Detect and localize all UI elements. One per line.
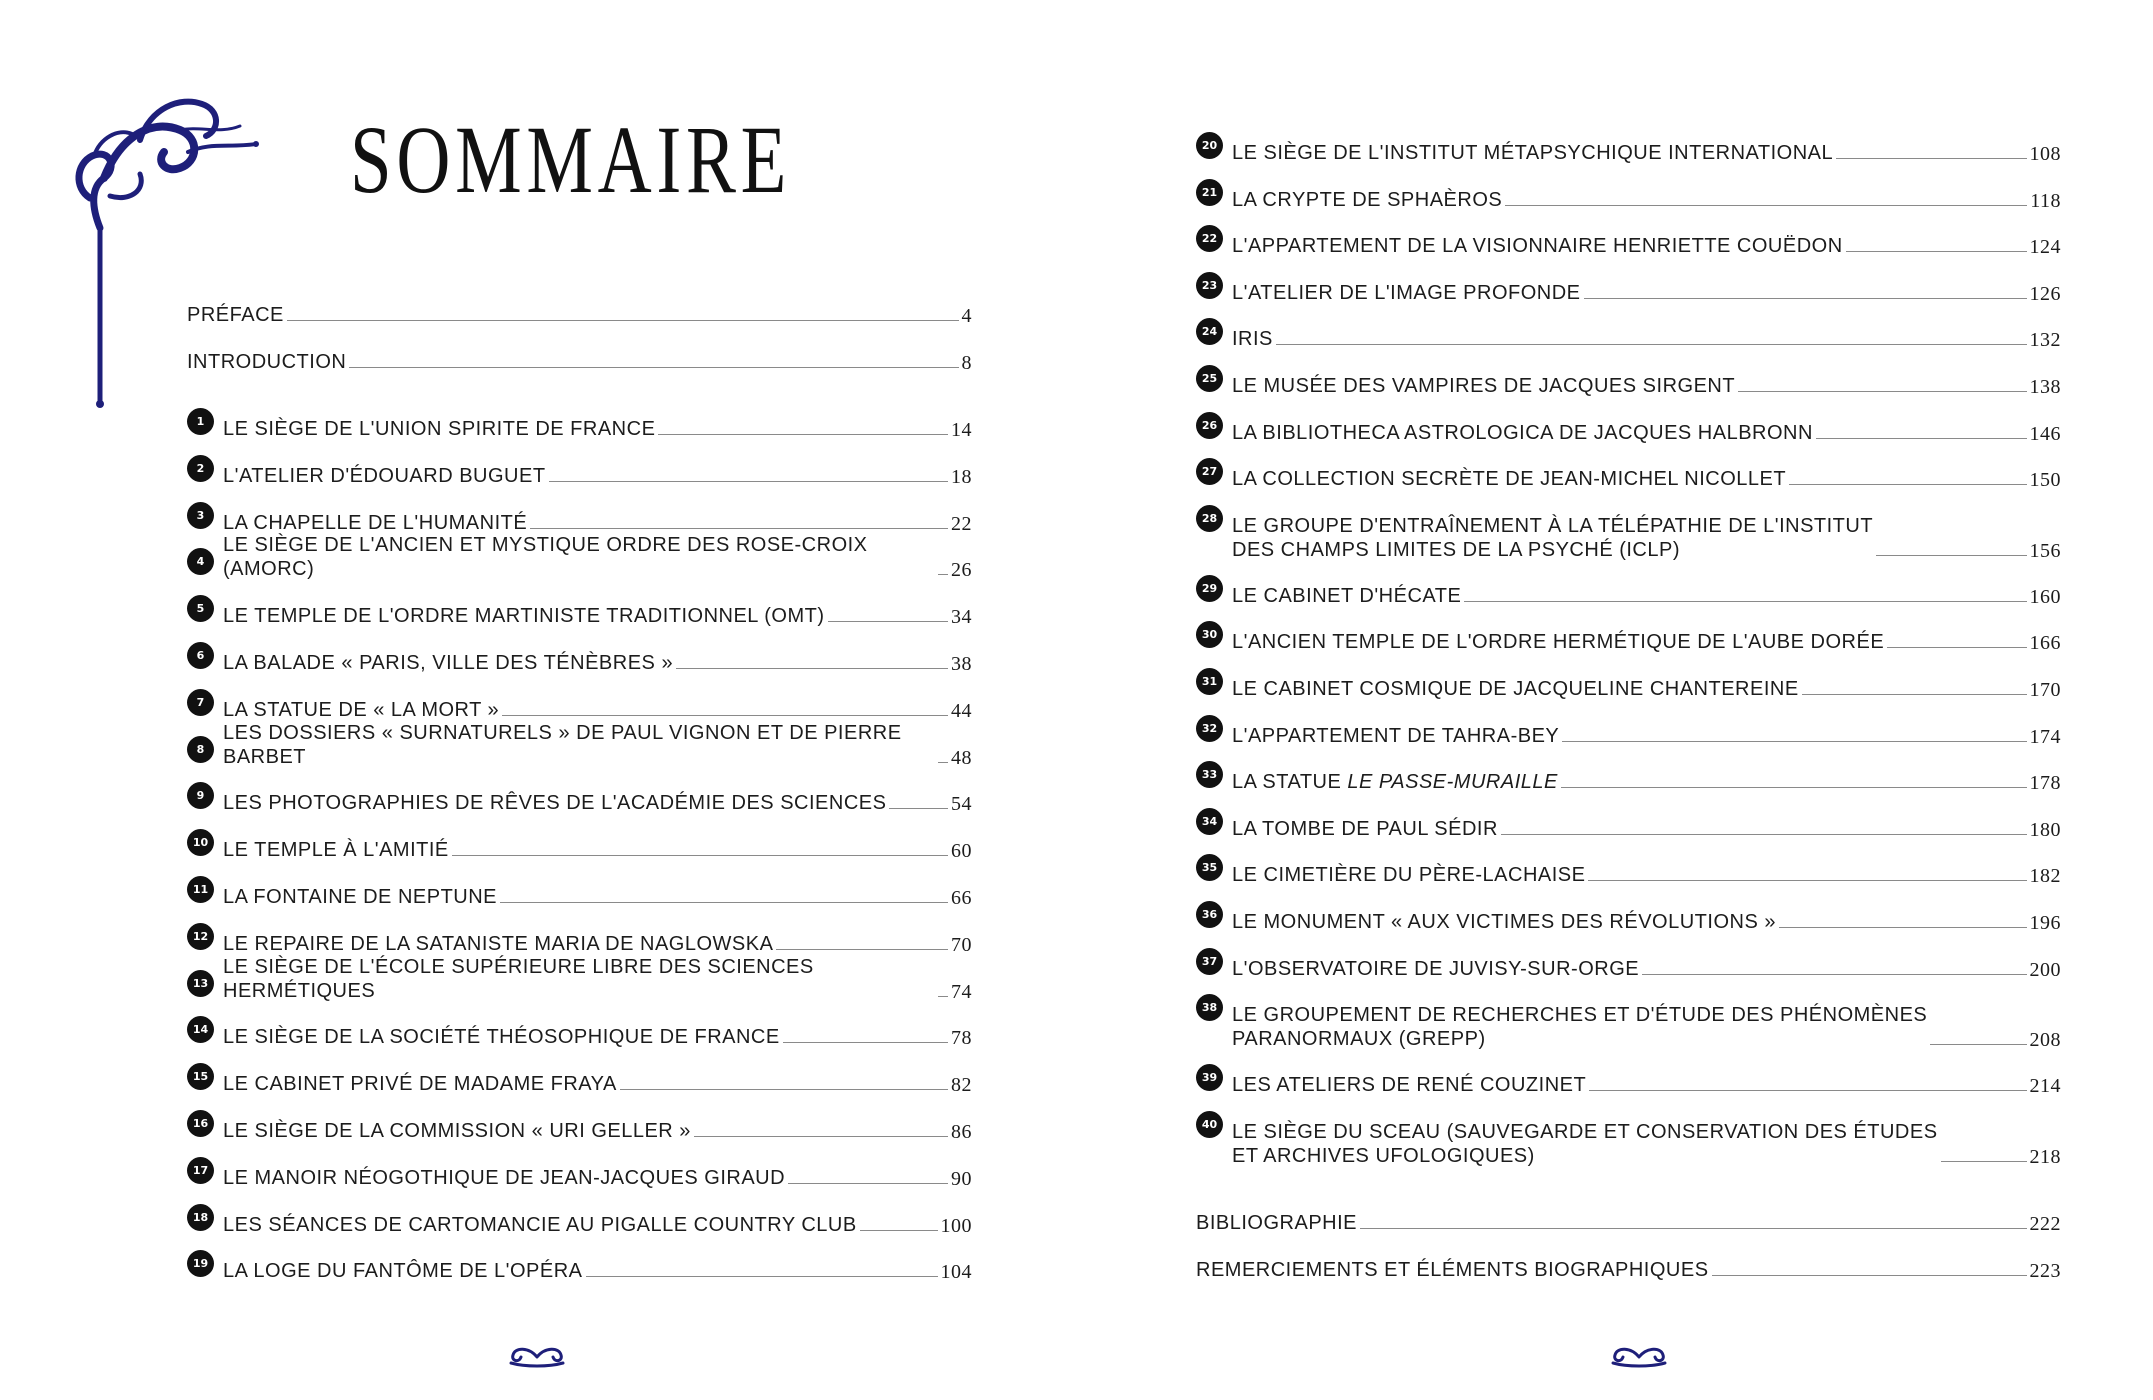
entry-title: L'APPARTEMENT DE LA VISIONNAIRE HENRIETTE COUËDON xyxy=(1232,235,1843,258)
toc-entry[interactable] xyxy=(1196,757,2061,795)
page-number: 126 xyxy=(2029,282,2061,305)
page-number: 78 xyxy=(951,1027,972,1050)
entry-title: LA FONTAINE DE NEPTUNE xyxy=(223,886,498,908)
page-number: 118 xyxy=(2030,189,2061,212)
entry-title: L'OBSERVATOIRE DE JUVISY-SUR-ORGE xyxy=(1232,957,1640,980)
chapter-number-badge: 16 xyxy=(187,1110,214,1137)
entry-title: LE MUSÉE DES VAMPIRES DE JACQUES SIRGENT xyxy=(1232,375,1736,397)
toc-entry[interactable] xyxy=(1196,711,2061,749)
dot-leader xyxy=(1941,1161,2027,1162)
toc-entry[interactable] xyxy=(187,534,972,582)
toc-entry[interactable] xyxy=(1196,850,2061,888)
dot-leader xyxy=(1584,298,2027,299)
entry-title: LE SIÈGE DE LA COMMISSION « URI GELLER » xyxy=(223,1120,691,1142)
entry-title: LA COLLECTION SECRÈTE DE JEAN-MICHEL NICOLLET xyxy=(1232,468,1787,491)
entry-title: LES ATELIERS DE RENÉ COUZINET xyxy=(1232,1074,1587,1097)
entry-title: LES PHOTOGRAPHIES DE RÊVES DE L'ACADÉMIE DES SCIENCES xyxy=(223,792,887,815)
toc-entry[interactable] xyxy=(187,1153,972,1191)
dot-leader xyxy=(776,949,948,950)
entry-title: LE SIÈGE DU SCEAU (SAUVEGARDE ET CONSERVATION DES ÉTUDES ET ARCHIVES UFOLOGIQUES) xyxy=(1232,1120,1938,1167)
page-number: 104 xyxy=(940,1261,972,1284)
entry-title: IRIS xyxy=(1232,328,1273,351)
dot-leader xyxy=(1588,880,2026,881)
dot-leader xyxy=(1276,344,2027,345)
page-number: 178 xyxy=(2029,772,2061,795)
chapter-number-badge: 35 xyxy=(1196,854,1223,881)
entry-title: BIBLIOGRAPHIE xyxy=(1196,1212,1357,1234)
page-number: 66 xyxy=(951,887,972,909)
dot-leader xyxy=(938,574,948,575)
dot-leader xyxy=(1816,438,2027,439)
entry-title: LE GROUPE D'ENTRAÎNEMENT À LA TÉLÉPATHIE DE L'INSTITUT DES CHAMPS LIMITES DE LA PSYCHÉ (ICLP) xyxy=(1232,514,1874,561)
entry-title: LE TEMPLE À L'AMITIÉ xyxy=(223,839,449,862)
chapter-number-badge: 19 xyxy=(187,1250,214,1277)
chapter-number-badge: 2 xyxy=(187,455,214,482)
page-number: 174 xyxy=(2029,725,2061,748)
dot-leader xyxy=(694,1136,948,1137)
swirl-ornament-icon xyxy=(1607,1345,1671,1369)
swirl-ornament-icon xyxy=(505,1345,569,1369)
page-number: 138 xyxy=(2029,376,2061,398)
chapter-number-badge: 10 xyxy=(187,829,214,856)
page-number: 44 xyxy=(951,699,972,722)
page-number: 26 xyxy=(951,559,972,582)
page-number: 196 xyxy=(2029,912,2061,934)
entry-title: LE CIMETIÈRE DU PÈRE-LACHAISE xyxy=(1232,864,1586,887)
entry-title: LE CABINET PRIVÉ DE MADAME FRAYA xyxy=(223,1073,617,1096)
toc-entry[interactable] xyxy=(187,919,972,957)
dot-leader xyxy=(938,996,948,997)
chapter-number-badge: 31 xyxy=(1196,668,1223,695)
dot-leader xyxy=(452,855,948,856)
toc-entry[interactable] xyxy=(187,1059,972,1097)
left-page xyxy=(0,0,1076,1400)
entry-title: LE GROUPEMENT DE RECHERCHES ET D'ÉTUDE DES PHÉNOMÈNES PARANORMAUX (GREPP) xyxy=(1232,1004,1928,1051)
toc-entry[interactable] xyxy=(1196,408,2061,446)
toc-entry-unnumbered[interactable] xyxy=(187,337,972,375)
page-number: 146 xyxy=(2029,422,2061,445)
page-number: 182 xyxy=(2029,865,2061,888)
dot-leader xyxy=(586,1276,938,1277)
chapter-number-badge: 4 xyxy=(187,548,214,575)
chapter-number-badge: 12 xyxy=(187,923,214,950)
toc-entry[interactable] xyxy=(187,825,972,863)
entry-title: INTRODUCTION xyxy=(187,351,347,373)
chapter-number-badge: 24 xyxy=(1196,318,1223,345)
entry-title: LA BIBLIOTHECA ASTROLOGICA DE JACQUES HALBRONN xyxy=(1232,421,1813,444)
chapter-number-badge: 23 xyxy=(1196,272,1223,299)
dot-leader xyxy=(502,715,948,716)
toc-entry[interactable] xyxy=(187,1200,972,1238)
dot-leader xyxy=(889,808,948,809)
toc-entry[interactable] xyxy=(1196,314,2061,352)
page-number: 74 xyxy=(951,980,972,1003)
page-number: 22 xyxy=(951,512,972,535)
entry-title: LA LOGE DU FANTÔME DE L'OPÉRA xyxy=(223,1260,583,1283)
toc-entry[interactable] xyxy=(1196,175,2061,213)
entry-title: LA BALADE « PARIS, VILLE DES TÉNÈBRES » xyxy=(223,652,674,674)
entry-title: LE CABINET COSMIQUE DE JACQUELINE CHANTEREINE xyxy=(1232,678,1799,700)
dot-leader xyxy=(1779,927,2027,928)
dot-leader xyxy=(1562,741,2026,742)
chapter-number-badge: 9 xyxy=(187,782,214,809)
dot-leader xyxy=(676,668,948,669)
chapter-number-badge: 28 xyxy=(1196,505,1223,532)
dot-leader xyxy=(1846,251,2027,252)
chapter-number-badge: 26 xyxy=(1196,412,1223,439)
toc-entry[interactable] xyxy=(1196,617,2061,655)
page-number: 48 xyxy=(951,746,972,769)
entry-title: LA TOMBE DE PAUL SÉDIR xyxy=(1232,817,1498,840)
chapter-number-badge: 11 xyxy=(187,876,214,903)
entry-title: L'ATELIER DE L'IMAGE PROFONDE xyxy=(1232,281,1581,304)
page-number: 90 xyxy=(951,1167,972,1190)
chapter-number-badge: 34 xyxy=(1196,808,1223,835)
chapter-number-badge: 21 xyxy=(1196,179,1223,206)
dot-leader xyxy=(620,1089,948,1090)
page-number: 14 xyxy=(951,419,972,441)
dot-leader xyxy=(1802,694,2027,695)
page-number: 132 xyxy=(2029,329,2061,352)
dot-leader xyxy=(1360,1228,2027,1229)
dot-leader xyxy=(828,621,949,622)
entry-title: LE TEMPLE DE L'ORDRE MARTINISTE TRADITIONNEL (OMT) xyxy=(223,605,825,628)
chapter-number-badge: 17 xyxy=(187,1157,214,1184)
toc-entry-unnumbered[interactable] xyxy=(187,290,972,328)
entry-title: L'APPARTEMENT DE TAHRA-BEY xyxy=(1232,724,1560,747)
chapter-number-badge: 15 xyxy=(187,1063,214,1090)
toc-entry[interactable] xyxy=(1196,361,2061,399)
toc-entry[interactable] xyxy=(1196,268,2061,306)
dot-leader xyxy=(860,1230,938,1231)
entry-title: LA STATUE LE PASSE-MURAILLE xyxy=(1232,771,1558,794)
toc-entry[interactable] xyxy=(1196,897,2061,935)
entry-title: L'ATELIER D'ÉDOUARD BUGUET xyxy=(223,464,546,487)
page-number: 124 xyxy=(2029,236,2061,259)
chapter-number-badge: 33 xyxy=(1196,761,1223,788)
entry-title: LA STATUE DE « LA MORT » xyxy=(223,698,500,721)
chapter-number-badge: 13 xyxy=(187,970,214,997)
toc-entry[interactable] xyxy=(1196,1060,2061,1098)
toc-entry[interactable] xyxy=(187,1106,972,1144)
entry-title: LE SIÈGE DE L'UNION SPIRITE DE FRANCE xyxy=(223,418,656,440)
chapter-number-badge: 32 xyxy=(1196,715,1223,742)
chapter-number-badge: 25 xyxy=(1196,365,1223,392)
toc-entry[interactable] xyxy=(1196,454,2061,492)
dot-leader xyxy=(1589,1090,2026,1091)
chapter-number-badge: 5 xyxy=(187,595,214,622)
chapter-number-badge: 20 xyxy=(1196,132,1223,159)
page-number: 218 xyxy=(2029,1145,2061,1168)
dot-leader xyxy=(1836,158,2026,159)
dot-leader xyxy=(1561,787,2027,788)
page-number: 214 xyxy=(2029,1075,2061,1098)
page-number: 34 xyxy=(951,606,972,629)
dot-leader xyxy=(287,320,959,321)
page-number: 38 xyxy=(951,653,972,675)
dot-leader xyxy=(1505,205,2027,206)
entry-title: PRÉFACE xyxy=(187,304,284,326)
entry-title: LE MANOIR NÉOGOTHIQUE DE JEAN-JACQUES GIRAUD xyxy=(223,1166,786,1189)
entry-title: LA CHAPELLE DE L'HUMANITÉ xyxy=(223,511,528,534)
entry-title: LE MONUMENT « AUX VICTIMES DES RÉVOLUTIONS » xyxy=(1232,911,1776,933)
chapter-number-badge: 7 xyxy=(187,689,214,716)
dot-leader xyxy=(1887,647,2026,648)
entry-title: LE SIÈGE DE LA SOCIÉTÉ THÉOSOPHIQUE DE FRANCE xyxy=(223,1026,780,1049)
toc-entry-unnumbered[interactable] xyxy=(1196,1198,2061,1236)
toc-entry[interactable] xyxy=(187,591,972,629)
dot-leader xyxy=(1876,555,2026,556)
toc-entry[interactable] xyxy=(1196,990,2061,1052)
chapter-number-badge: 8 xyxy=(187,736,214,763)
entry-title: L'ANCIEN TEMPLE DE L'ORDRE HERMÉTIQUE DE L'AUBE DORÉE xyxy=(1232,631,1885,654)
chapter-number-badge: 14 xyxy=(187,1016,214,1043)
toc-entry[interactable] xyxy=(1196,944,2061,982)
page-number: 200 xyxy=(2029,958,2061,981)
page-number: 180 xyxy=(2029,818,2061,841)
dot-leader xyxy=(1501,834,2027,835)
page-number: 82 xyxy=(951,1074,972,1097)
chapter-number-badge: 6 xyxy=(187,642,214,669)
page-number: 86 xyxy=(951,1121,972,1143)
entry-title: REMERCIEMENTS ET ÉLÉMENTS BIOGRAPHIQUES xyxy=(1196,1258,1709,1281)
dot-leader xyxy=(549,481,948,482)
page-number: 223 xyxy=(2029,1259,2061,1282)
chapter-number-badge: 18 xyxy=(187,1204,214,1231)
toc-entry[interactable] xyxy=(1196,1107,2061,1169)
dot-leader xyxy=(1642,974,2026,975)
dot-leader xyxy=(658,434,948,435)
toc-entry[interactable] xyxy=(187,404,972,442)
dot-leader xyxy=(938,762,948,763)
chapter-number-badge: 36 xyxy=(1196,901,1223,928)
page-number: 70 xyxy=(951,933,972,956)
entry-title-italic: LE PASSE-MURAILLE xyxy=(1347,771,1558,794)
page-number: 160 xyxy=(2029,585,2061,608)
dot-leader xyxy=(788,1183,948,1184)
toc-entry[interactable] xyxy=(187,721,972,770)
toc-entry[interactable] xyxy=(1196,221,2061,259)
toc-entry[interactable] xyxy=(187,955,972,1004)
toc-entry[interactable] xyxy=(1196,664,2061,702)
chapter-number-badge: 37 xyxy=(1196,948,1223,975)
dot-leader xyxy=(349,367,958,368)
entry-title: LE SIÈGE DE L'INSTITUT MÉTAPSYCHIQUE INTERNATIONAL xyxy=(1232,142,1834,164)
toc-entry[interactable] xyxy=(187,1246,972,1284)
dot-leader xyxy=(783,1042,948,1043)
page-number: 100 xyxy=(940,1214,972,1237)
toc-entry[interactable] xyxy=(1196,501,2061,563)
page-number: 208 xyxy=(2029,1029,2061,1052)
dot-leader xyxy=(530,528,948,529)
toc-entry[interactable] xyxy=(187,685,972,723)
page-number: 166 xyxy=(2029,632,2061,655)
chapter-number-badge: 1 xyxy=(187,408,214,435)
chapter-number-badge: 40 xyxy=(1196,1111,1223,1138)
chapter-number-badge: 27 xyxy=(1196,458,1223,485)
chapter-number-badge: 22 xyxy=(1196,225,1223,252)
toc-entry[interactable] xyxy=(187,638,972,676)
entry-title: LE REPAIRE DE LA SATANISTE MARIA DE NAGLOWSKA xyxy=(223,932,774,955)
chapter-number-badge: 29 xyxy=(1196,575,1223,602)
toc-entry[interactable] xyxy=(187,498,972,536)
chapter-number-badge: 38 xyxy=(1196,994,1223,1021)
page-number: 156 xyxy=(2029,539,2061,562)
dot-leader xyxy=(1464,601,2026,602)
toc-entry[interactable] xyxy=(187,1012,972,1050)
dot-leader xyxy=(1738,391,2026,392)
page-number: 150 xyxy=(2029,469,2061,492)
dot-leader xyxy=(500,902,948,903)
page-number: 170 xyxy=(2029,679,2061,701)
page-title: SOMMAIRE xyxy=(350,106,792,213)
page-number: 60 xyxy=(951,840,972,863)
dot-leader xyxy=(1789,484,2026,485)
page-number: 54 xyxy=(951,793,972,816)
entry-title: LE SIÈGE DE L'ÉCOLE SUPÉRIEURE LIBRE DES SCIENCES HERMÉTIQUES xyxy=(223,955,814,1002)
toc-entry-unnumbered[interactable] xyxy=(1196,1245,2061,1283)
page-number: 108 xyxy=(2029,143,2061,165)
right-page xyxy=(1076,0,2153,1400)
entry-title: LE CABINET D'HÉCATE xyxy=(1232,584,1462,607)
chapter-number-badge: 3 xyxy=(187,502,214,529)
dot-leader xyxy=(1712,1275,2027,1276)
page-number: 8 xyxy=(961,352,972,374)
entry-title: LES SÉANCES DE CARTOMANCIE AU PIGALLE COUNTRY CLUB xyxy=(223,1213,857,1236)
entry-title: LE SIÈGE DE L'ANCIEN ET MYSTIQUE ORDRE DES ROSE-CROIX (AMORC) xyxy=(223,534,868,581)
page-number: 222 xyxy=(2029,1213,2061,1235)
toc-entry[interactable] xyxy=(187,872,972,910)
entry-title: LA CRYPTE DE SPHAÈROS xyxy=(1232,188,1503,211)
toc-entry[interactable] xyxy=(1196,571,2061,609)
toc-entry[interactable] xyxy=(187,778,972,816)
page-number: 18 xyxy=(951,465,972,488)
dot-leader xyxy=(1930,1044,2026,1045)
toc-entry[interactable] xyxy=(1196,804,2061,842)
chapter-number-badge: 30 xyxy=(1196,621,1223,648)
toc-entry[interactable] xyxy=(1196,128,2061,166)
page-number: 4 xyxy=(961,305,972,327)
toc-entry[interactable] xyxy=(187,451,972,489)
entry-title: LES DOSSIERS « SURNATURELS » DE PAUL VIGNON ET DE PIERRE BARBET xyxy=(223,721,902,768)
chapter-number-badge: 39 xyxy=(1196,1064,1223,1091)
